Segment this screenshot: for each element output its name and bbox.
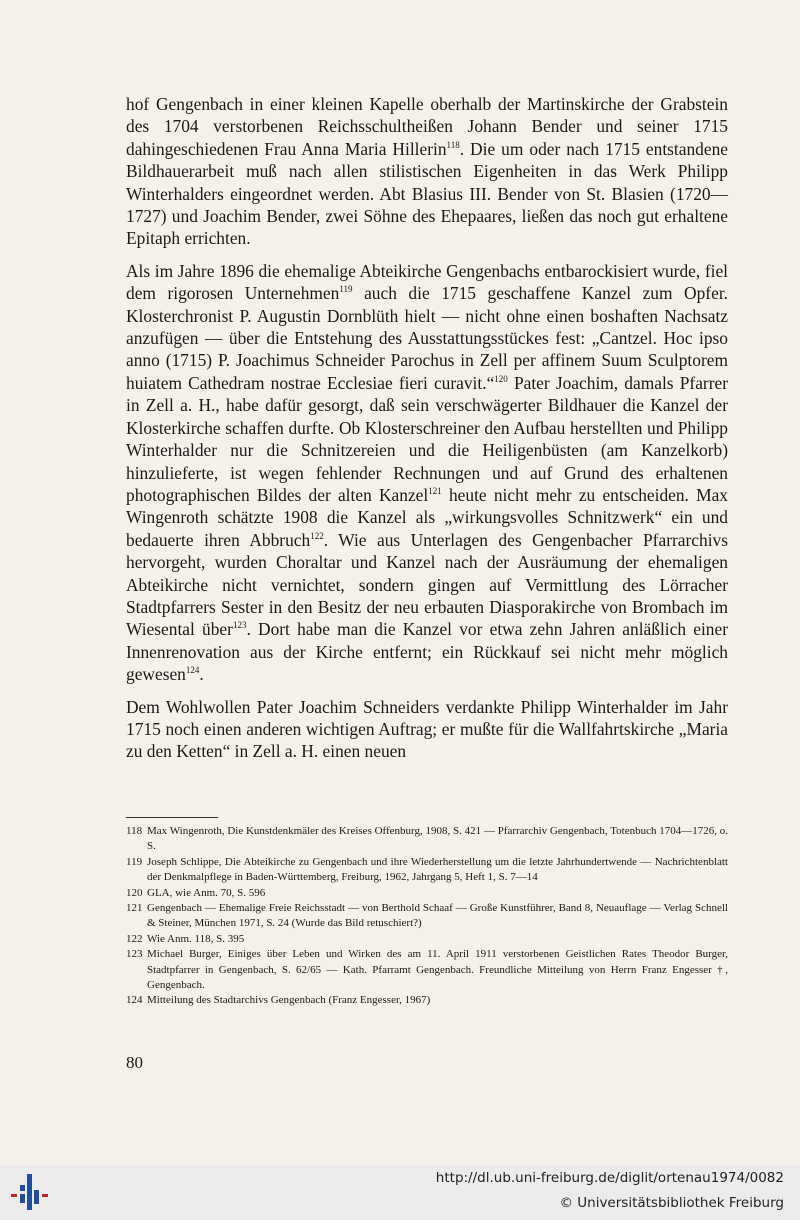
paragraph-text: hof Gengenbach in einer kleinen Kapelle oberhalb der Martinskirche der Grabstein des 1704 verstorbenen Reichsschultheißen Johann Bender und seiner 1715 dahingeschiedenen Frau Anna Maria Hillerin bbox=[126, 94, 728, 159]
footnote bbox=[126, 993, 728, 1008]
footnote-text: Wie Anm. 118, S. 395 bbox=[147, 932, 245, 945]
paragraph bbox=[126, 696, 728, 763]
footer-bar bbox=[0, 1165, 800, 1220]
body-text bbox=[126, 93, 728, 763]
footnote-reference: 118 bbox=[446, 140, 460, 151]
footnote-text: GLA, wie Anm. 70, S. 596 bbox=[147, 886, 266, 899]
footnote-text: Max Wingenroth, Die Kunstdenkmäler des Kreises Offenburg, 1908, S. 421 — Pfarrarchiv Gengenbach, Totenbuch 1704—1726, o. S. bbox=[147, 825, 728, 853]
library-logo-icon bbox=[8, 1170, 52, 1214]
paragraph-text: auch die 1715 geschaffene Kanzel zum Opfer. Klosterchronist P. Augustin Dornblüth hielt — nicht ohne einen boshaften Nachsatz anzufügen — über die Entstehung des Ausstattungsstückes fest: „Cantzel. Hoc ipso anno (1715) P. Joachimus Schneider Parochus in Zell per affinem Suum Sculptorem huiatem Cathedram nostrae Ecclesiae fieri curavit.“ bbox=[126, 283, 728, 393]
footnote-number: 123 bbox=[126, 948, 143, 961]
paragraph-text: Pater Joachim, damals Pfarrer in Zell a. H., habe dafür gesorgt, daß sein verschwägerter Bildhauer die Kanzel der Klosterkirche schaffen durfte. Ob Klosterschreiner den Aufbau herstellten und Philipp Winterhalder nur die Schnitzereien und die Heiligenbüsten (am Kanzelkorb) hinzulieferte, ist wegen fehlender Rechnungen und auf Grund des erhaltenen photographischen Bildes der alten Kanzel bbox=[126, 372, 728, 505]
footnote bbox=[126, 886, 728, 901]
footnote-text: Gengenbach — Ehemalige Freie Reichsstadt — von Berthold Schaaf — Große Kunstführer, Band 8, Neuauflage — Verlag Schnell & Steiner, München 1971, S. 24 (Wurde das Bild retuschiert?) bbox=[147, 902, 728, 930]
footnote-reference: 121 bbox=[428, 486, 442, 497]
paragraph-text: . Dort habe man die Kanzel vor etwa zehn Jahren anläßlich einer Innenrenovation aus der Kirche entfernt; ein Rückkauf sei nicht mehr möglich gewesen bbox=[126, 619, 728, 685]
footnote bbox=[126, 855, 728, 886]
footnote-rule bbox=[126, 817, 218, 818]
footnote-text: Michael Burger, Einiges über Leben und Wirken des am 11. April 1911 verstorbenen Geistlichen Rates Theodor Burger, Stadtpfarrer in Gengenbach, S. 62/65 — Kath. Pfarramt Gengenbach. Freundliche Mitteilung von Herrn Franz Engesser †, Gengenbach. bbox=[147, 948, 728, 992]
footnote-number: 120 bbox=[126, 886, 143, 899]
copyright-text: © Universitätsbibliothek Freiburg bbox=[559, 1195, 784, 1211]
footnote-reference: 123 bbox=[232, 620, 247, 631]
paragraph-text: Dem Wohlwollen Pater Joachim Schneiders verdankte Philipp Winterhalder im Jahr 1715 noch einen anderen wichtigen Auftrag; er mußte für die Wallfahrtskirche „Maria zu den Ketten“ in Zell a. H. einen neuen bbox=[126, 696, 728, 762]
footnote-reference: 122 bbox=[310, 530, 324, 541]
footnote bbox=[126, 901, 728, 932]
footnote-number: 124 bbox=[126, 994, 143, 1007]
paragraph-text: . bbox=[199, 664, 204, 685]
footnote-number: 122 bbox=[126, 932, 143, 945]
paragraph-text: heute nicht mehr zu entscheiden. Max Wingenroth schätzte 1908 die Kanzel als „wirkungsvolles Schnitzwerk“ ein und bedauerte ihren Abbruch bbox=[126, 484, 729, 550]
permalink-url[interactable]: http://dl.ub.uni-freiburg.de/diglit/ortenau1974/0082 bbox=[435, 1170, 784, 1186]
footnote-number: 121 bbox=[126, 902, 143, 915]
paragraph bbox=[126, 93, 728, 250]
page-number: 80 bbox=[126, 1053, 143, 1072]
footnote-text: Mitteilung des Stadtarchivs Gengenbach (Franz Engesser, 1967) bbox=[147, 994, 431, 1007]
footnote bbox=[126, 932, 728, 947]
footnote-reference: 120 bbox=[494, 374, 508, 385]
footnote bbox=[126, 947, 728, 993]
footnote-number: 119 bbox=[126, 855, 143, 868]
footnote-text: Joseph Schlippe, Die Abteikirche zu Gengenbach und ihre Wiederherstellung um die letzte Jahrhundertwende — Nachrichtenblatt der Denkmalpflege in Baden-Württemberg, Freiburg, 1962, Jahrgang 5, Heft 1, S. 7—14 bbox=[147, 855, 728, 884]
footnotes bbox=[126, 824, 728, 1009]
paragraph-text: . Die um oder nach 1715 entstandene Bildhauerarbeit muß nach allen stilistischen Eigenheiten in das Werk Philipp Winterhalders eingeordnet werden. Abt Blasius III. Bender von St. Blasien (1720—1727) und Joachim Bender, zwei Söhne des Ehepaares, ließen das noch gut erhaltene Epitaph errichten. bbox=[126, 138, 728, 249]
footnote-number: 118 bbox=[126, 825, 143, 837]
paragraph bbox=[126, 260, 728, 686]
paragraph-text: Als im Jahre 1896 die ehemalige Abteikirche Gengenbachs entbarockisiert wurde, fiel dem rigorosen Unternehmen bbox=[126, 260, 728, 304]
footnote bbox=[126, 824, 728, 855]
footnote-reference: 124 bbox=[185, 665, 200, 676]
footnote-reference: 119 bbox=[339, 284, 353, 295]
paragraph-text: . Wie aus Unterlagen des Gengenbacher Pfarrarchivs hervorgeht, wurden Choraltar und Kanzel nach der Ausräumung der ehemaligen Abteikirche nicht vernichtet, sondern gingen auf Vermittlung des Lörracher Stadtpfarrers Sester in den Besitz der neu erbauten Diasporakirche von Brombach im Wiesental über bbox=[126, 529, 728, 640]
